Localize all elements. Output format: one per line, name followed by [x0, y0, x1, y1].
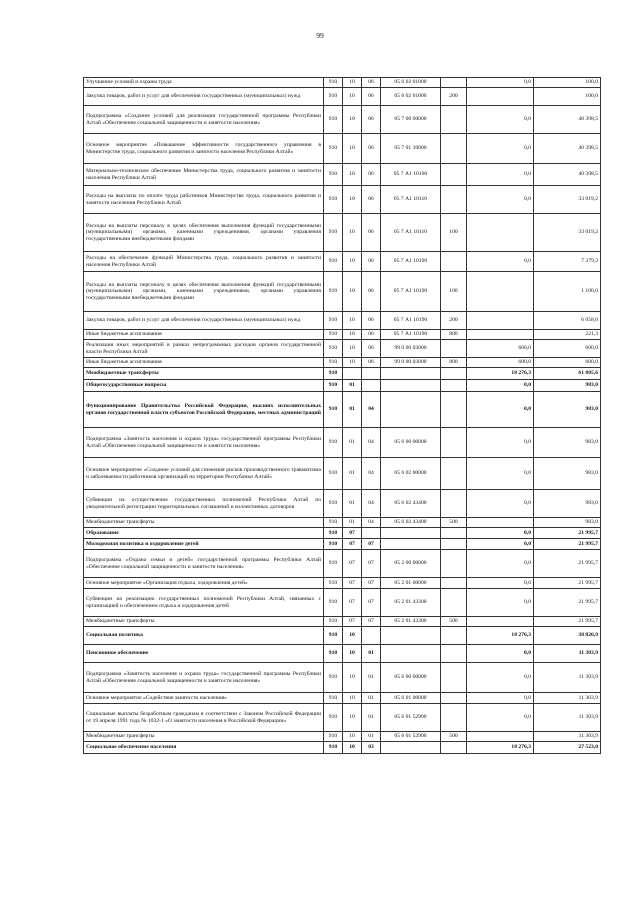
expense-type-code: 100: [441, 272, 467, 312]
amount-total: 600,0: [534, 358, 601, 368]
amount-change: 0,0: [467, 134, 534, 164]
amount-change: 0,0: [467, 589, 534, 617]
subsection-code: [362, 368, 381, 380]
ministry-code: 910: [324, 312, 343, 330]
section-code: 10: [343, 252, 362, 272]
amount-change: [467, 518, 534, 528]
amount-change: 0,0: [467, 392, 534, 428]
amount-change: 0,0: [467, 78, 534, 88]
section-code: 10: [343, 663, 362, 693]
section-code: 10: [343, 340, 362, 358]
amount-change: 0,0: [467, 693, 534, 704]
ministry-code: 910: [324, 627, 343, 645]
target-article-code: 05 6 01 52900: [381, 732, 441, 742]
amount-change: [467, 214, 534, 252]
section-code: [343, 368, 362, 380]
table-row: [84, 627, 601, 645]
subsection-code: 04: [362, 458, 381, 490]
subsection-code: [362, 528, 381, 539]
expense-type-code: [441, 78, 467, 88]
expense-type-code: [441, 704, 467, 732]
amount-change: 0,0: [467, 539, 534, 550]
section-code: 10: [343, 693, 362, 704]
amount-change: 0,0: [467, 704, 534, 732]
subsection-code: 01: [362, 693, 381, 704]
subsection-code: 07: [362, 539, 381, 550]
target-article-code: [381, 368, 441, 380]
section-code: 07: [343, 617, 362, 627]
target-article-code: 05 7 А1 10110: [381, 186, 441, 214]
row-name: Функционирование Правительства Российской Федерации, высших исполнительных органов государственной власти субъектов Российской Федерации, местных администраций: [84, 392, 324, 428]
target-article-code: 05 6 02 43400: [381, 518, 441, 528]
target-article-code: [381, 380, 441, 392]
ministry-code: 910: [324, 617, 343, 627]
subsection-code: 01: [362, 645, 381, 663]
target-article-code: 05 6 01 00000: [381, 693, 441, 704]
expense-type-code: 500: [441, 732, 467, 742]
amount-total: 11 303,9: [534, 663, 601, 693]
subsection-code: 06: [362, 252, 381, 272]
section-code: 10: [343, 330, 362, 340]
row-name: Расходы на выплаты персоналу в целях обеспечения выполнения функций государственными (муниципальными) органами, казенными учреждениями, органами управления государственными внебюджетными фондами: [84, 272, 324, 312]
ministry-code: 910: [324, 428, 343, 458]
subsection-code: 06: [362, 106, 381, 134]
table-row: [84, 578, 601, 589]
row-name: Подпрограмма «Занятость населения и охрана труда» государственной программы Республики Алтай «Обеспечение социальной защищенности и занятости населения»: [84, 663, 324, 693]
row-name: Молодежная политика и оздоровление детей: [84, 539, 324, 550]
expense-type-code: 100: [441, 214, 467, 252]
expense-type-code: 500: [441, 518, 467, 528]
subsection-code: [362, 627, 381, 645]
table-row: [84, 330, 601, 340]
subsection-code: 06: [362, 312, 381, 330]
amount-change: 0,0: [467, 164, 534, 186]
expense-type-code: [441, 428, 467, 458]
table-row: [84, 693, 601, 704]
table-row: [84, 617, 601, 627]
target-article-code: 05 7 А1 10190: [381, 252, 441, 272]
expense-type-code: [441, 458, 467, 490]
target-article-code: 05 6 02 01000: [381, 88, 441, 106]
section-code: 10: [343, 732, 362, 742]
amount-total: 11 303,9: [534, 704, 601, 732]
amount-total: 27 523,0: [534, 742, 601, 754]
expense-type-code: [441, 693, 467, 704]
row-name: Образование: [84, 528, 324, 539]
section-code: 10: [343, 88, 362, 106]
subsection-code: 06: [362, 330, 381, 340]
subsection-code: 03: [362, 742, 381, 754]
target-article-code: 05 7 А1 10190: [381, 330, 441, 340]
amount-change: [467, 330, 534, 340]
row-name: Субвенции на осуществление государственных полномочий Республики Алтай по уведомительной регистрации территориальных соглашений и коллективных договоров: [84, 490, 324, 518]
ministry-code: 910: [324, 380, 343, 392]
expense-type-code: [441, 186, 467, 214]
row-name: Закупка товаров, работ и услуг для обеспечения государственных (муниципальных) нужд: [84, 88, 324, 106]
target-article-code: 05 2 01 43300: [381, 617, 441, 627]
subsection-code: 07: [362, 578, 381, 589]
target-article-code: [381, 392, 441, 428]
expense-type-code: [441, 528, 467, 539]
expense-type-code: [441, 392, 467, 428]
expense-type-code: 200: [441, 312, 467, 330]
amount-total: 983,0: [534, 428, 601, 458]
target-article-code: [381, 742, 441, 754]
target-article-code: [381, 528, 441, 539]
row-name: Улучшение условий и охраны труда: [84, 78, 324, 88]
amount-total: 21 995,7: [534, 578, 601, 589]
amount-change: 18 276,3: [467, 368, 534, 380]
ministry-code: 910: [324, 392, 343, 428]
target-article-code: 05 2 00 00000: [381, 550, 441, 578]
section-code: 07: [343, 578, 362, 589]
table-row: [84, 490, 601, 518]
amount-change: 0,0: [467, 380, 534, 392]
section-code: 10: [343, 742, 362, 754]
table-row: [84, 645, 601, 663]
section-code: 10: [343, 164, 362, 186]
table-row: [84, 106, 601, 134]
row-name: Межбюджетные трансферты: [84, 617, 324, 627]
ministry-code: 910: [324, 693, 343, 704]
ministry-code: 910: [324, 578, 343, 589]
target-article-code: 05 6 02 00000: [381, 458, 441, 490]
amount-change: 0,0: [467, 550, 534, 578]
subsection-code: 06: [362, 164, 381, 186]
target-article-code: 05 6 02 43400: [381, 490, 441, 518]
amount-total: 33 019,2: [534, 186, 601, 214]
section-code: 10: [343, 214, 362, 252]
target-article-code: 99 0 00 03000: [381, 340, 441, 358]
amount-change: 600,0: [467, 340, 534, 358]
ministry-code: 910: [324, 645, 343, 663]
amount-change: [467, 272, 534, 312]
section-code: 10: [343, 186, 362, 214]
target-article-code: [381, 539, 441, 550]
table-row: [84, 368, 601, 380]
amount-change: 0,0: [467, 645, 534, 663]
amount-total: 33 019,2: [534, 214, 601, 252]
subsection-code: 01: [362, 663, 381, 693]
expense-type-code: [441, 663, 467, 693]
ministry-code: 910: [324, 134, 343, 164]
amount-total: 600,0: [534, 340, 601, 358]
section-code: 01: [343, 380, 362, 392]
table-row: [84, 186, 601, 214]
ministry-code: 910: [324, 528, 343, 539]
amount-change: 0,0: [467, 490, 534, 518]
row-name: Основное мероприятие «Организация отдыха, оздоровления детей»: [84, 578, 324, 589]
table-row: [84, 380, 601, 392]
expense-type-code: [441, 368, 467, 380]
ministry-code: 910: [324, 539, 343, 550]
target-article-code: 05 7 А1 10190: [381, 272, 441, 312]
subsection-code: 04: [362, 518, 381, 528]
row-name: Закупка товаров, работ и услуг для обеспечения государственных (муниципальных) нужд: [84, 312, 324, 330]
amount-total: 40 398,5: [534, 164, 601, 186]
ministry-code: 910: [324, 330, 343, 340]
ministry-code: 910: [324, 589, 343, 617]
amount-total: 38 826,9: [534, 627, 601, 645]
section-code: 10: [343, 78, 362, 88]
amount-total: 21 995,7: [534, 528, 601, 539]
amount-change: [467, 617, 534, 627]
table-row: [84, 732, 601, 742]
row-name: Основное мероприятие «Создание условий для снижения рисков производственного травматизма и заболеваемости работников организаций на территории Республики Алтай»: [84, 458, 324, 490]
subsection-code: 01: [362, 704, 381, 732]
section-code: 10: [343, 358, 362, 368]
target-article-code: 05 6 00 00000: [381, 663, 441, 693]
subsection-code: 06: [362, 358, 381, 368]
expense-type-code: [441, 340, 467, 358]
table-row: [84, 214, 601, 252]
target-article-code: 05 6 02 01000: [381, 78, 441, 88]
table-row: [84, 428, 601, 458]
amount-total: 983,0: [534, 518, 601, 528]
table-row: [84, 358, 601, 368]
target-article-code: 05 7 А1 10110: [381, 214, 441, 252]
section-code: 10: [343, 645, 362, 663]
expense-type-code: [441, 490, 467, 518]
subsection-code: 06: [362, 186, 381, 214]
row-name: Подпрограмма «Занятость населения и охрана труда» государственной программы Республики Алтай «Обеспечение социальной защищенности и занятости населения»: [84, 428, 324, 458]
section-code: 01: [343, 428, 362, 458]
subsection-code: 07: [362, 589, 381, 617]
row-name: Социальное обеспечение населения: [84, 742, 324, 754]
expense-type-code: 800: [441, 330, 467, 340]
subsection-code: 01: [362, 732, 381, 742]
row-name: Расходы на обеспечение функций Министерства труда, социального развития и занятости населения Республики Алтай: [84, 252, 324, 272]
amount-change: 0,0: [467, 528, 534, 539]
amount-change: 18 276,3: [467, 742, 534, 754]
expense-type-code: [441, 645, 467, 663]
amount-total: 40 398,5: [534, 106, 601, 134]
amount-change: 0,0: [467, 428, 534, 458]
table-row: [84, 742, 601, 754]
subsection-code: 06: [362, 340, 381, 358]
ministry-code: 910: [324, 368, 343, 380]
amount-total: 983,0: [534, 380, 601, 392]
amount-total: 11 303,9: [534, 645, 601, 663]
expense-type-code: [441, 578, 467, 589]
table-row: [84, 528, 601, 539]
target-article-code: 99 0 00 03000: [381, 358, 441, 368]
table-row: [84, 78, 601, 88]
ministry-code: 910: [324, 704, 343, 732]
table-row: [84, 88, 601, 106]
expense-type-code: [441, 134, 467, 164]
target-article-code: 05 6 01 52900: [381, 704, 441, 732]
subsection-code: 06: [362, 272, 381, 312]
table-row: [84, 134, 601, 164]
section-code: 10: [343, 272, 362, 312]
ministry-code: 910: [324, 732, 343, 742]
amount-total: 6 058,0: [534, 312, 601, 330]
ministry-code: 910: [324, 550, 343, 578]
amount-change: [467, 732, 534, 742]
amount-total: 983,0: [534, 392, 601, 428]
ministry-code: 910: [324, 490, 343, 518]
row-name: Социальные выплаты безработным гражданам в соответствии с Законом Российской Федерации от 19 апреля 1991 года № 1032-1 «О занятости населения в Российской Федерации»: [84, 704, 324, 732]
subsection-code: 04: [362, 428, 381, 458]
ministry-code: 910: [324, 164, 343, 186]
amount-change: 18 276,3: [467, 627, 534, 645]
subsection-code: [362, 380, 381, 392]
amount-change: 600,0: [467, 358, 534, 368]
section-code: 01: [343, 518, 362, 528]
target-article-code: 05 6 00 00000: [381, 428, 441, 458]
ministry-code: 910: [324, 518, 343, 528]
ministry-code: 910: [324, 252, 343, 272]
target-article-code: 05 2 01 43300: [381, 589, 441, 617]
table-row: [84, 518, 601, 528]
section-code: 10: [343, 134, 362, 164]
table-row: [84, 392, 601, 428]
ministry-code: 910: [324, 458, 343, 490]
subsection-code: 06: [362, 78, 381, 88]
amount-total: 1 100,0: [534, 272, 601, 312]
section-code: 01: [343, 490, 362, 518]
amount-total: 7 379,3: [534, 252, 601, 272]
budget-table: [83, 77, 601, 754]
ministry-code: 910: [324, 742, 343, 754]
amount-change: [467, 312, 534, 330]
ministry-code: 910: [324, 106, 343, 134]
expense-type-code: [441, 627, 467, 645]
subsection-code: 06: [362, 134, 381, 164]
table-row: [84, 539, 601, 550]
section-code: 10: [343, 627, 362, 645]
subsection-code: 06: [362, 214, 381, 252]
ministry-code: 910: [324, 78, 343, 88]
amount-change: [467, 88, 534, 106]
subsection-code: 07: [362, 617, 381, 627]
expense-type-code: 800: [441, 358, 467, 368]
ministry-code: 910: [324, 358, 343, 368]
amount-total: 21 995,7: [534, 589, 601, 617]
section-code: 07: [343, 528, 362, 539]
amount-change: 0,0: [467, 252, 534, 272]
ministry-code: 910: [324, 88, 343, 106]
section-code: 01: [343, 392, 362, 428]
row-name: Основное мероприятие «Содействие занятости населения»: [84, 693, 324, 704]
expense-type-code: 500: [441, 617, 467, 627]
amount-total: 21 995,7: [534, 539, 601, 550]
expense-type-code: [441, 539, 467, 550]
table-row: [84, 589, 601, 617]
section-code: 10: [343, 106, 362, 134]
amount-total: 61 805,6: [534, 368, 601, 380]
amount-total: 11 303,9: [534, 693, 601, 704]
expense-type-code: [441, 106, 467, 134]
row-name: Иные бюджетные ассигнования: [84, 358, 324, 368]
row-name: Межбюджетные трансферты: [84, 368, 324, 380]
page-number: 99: [316, 31, 324, 40]
row-name: Подпрограмма «Охрана семьи и детей» государственной программы Республики Алтай «Обеспечение социальной защищенности и занятости населения»: [84, 550, 324, 578]
amount-total: 21 995,7: [534, 550, 601, 578]
section-code: 07: [343, 539, 362, 550]
subsection-code: 06: [362, 88, 381, 106]
ministry-code: 910: [324, 663, 343, 693]
table-row: [84, 550, 601, 578]
section-code: 10: [343, 312, 362, 330]
expense-type-code: [441, 589, 467, 617]
expense-type-code: 200: [441, 88, 467, 106]
amount-total: 983,0: [534, 490, 601, 518]
table-row: [84, 340, 601, 358]
row-name: Межбюджетные трансферты: [84, 518, 324, 528]
table-row: [84, 164, 601, 186]
amount-change: 0,0: [467, 458, 534, 490]
section-code: 07: [343, 550, 362, 578]
section-code: 01: [343, 458, 362, 490]
expense-type-code: [441, 164, 467, 186]
row-name: Субвенции на реализацию государственных полномочий Республики Алтай, связанных с организацией и обеспечением отдыха и оздоровления детей: [84, 589, 324, 617]
ministry-code: 910: [324, 214, 343, 252]
row-name: Расходы на выплаты по оплате труда работников Министерства труда, социального развития и занятости населения Республики Алтай: [84, 186, 324, 214]
row-name: Расходы на выплаты персоналу в целях обеспечения выполнения функций государственными (муниципальными) органами, казенными учреждениями, органами управления государственными внебюджетными фондами: [84, 214, 324, 252]
ministry-code: 910: [324, 340, 343, 358]
table-row: [84, 458, 601, 490]
expense-type-code: [441, 550, 467, 578]
target-article-code: [381, 627, 441, 645]
target-article-code: 05 7 00 00000: [381, 106, 441, 134]
amount-total: 983,0: [534, 458, 601, 490]
target-article-code: 05 2 01 00000: [381, 578, 441, 589]
section-code: 10: [343, 704, 362, 732]
table-row: [84, 704, 601, 732]
subsection-code: 07: [362, 550, 381, 578]
expense-type-code: [441, 380, 467, 392]
target-article-code: 05 7 01 10000: [381, 134, 441, 164]
subsection-code: 04: [362, 490, 381, 518]
amount-total: 11 303,9: [534, 732, 601, 742]
row-name: Материально-техническое обеспечение Министерства труда, социального развития и занятости населения Республики Алтай: [84, 164, 324, 186]
row-name: Реализация иных мероприятий в рамках непрограммных расходов органов государственной власти Республики Алтай: [84, 340, 324, 358]
ministry-code: 910: [324, 186, 343, 214]
target-article-code: 05 7 А1 10190: [381, 312, 441, 330]
target-article-code: [381, 645, 441, 663]
amount-total: 100,0: [534, 88, 601, 106]
amount-change: 0,0: [467, 663, 534, 693]
row-name: Социальная политика: [84, 627, 324, 645]
expense-type-code: [441, 252, 467, 272]
target-article-code: 05 7 А1 10100: [381, 164, 441, 186]
amount-change: 0,0: [467, 186, 534, 214]
amount-total: 40 398,5: [534, 134, 601, 164]
table-row: [84, 252, 601, 272]
row-name: Пенсионное обеспечение: [84, 645, 324, 663]
row-name: Общегосударственные вопросы: [84, 380, 324, 392]
row-name: Подпрограмма «Создание условий для реализации государственной программы Республики Алтай «Обеспечение социальной защищенности и занятости населения»: [84, 106, 324, 134]
row-name: Основное мероприятие «Повышение эффективности государственного управления в Министерстве труда, социального развития и занятости населения Республики Алтай»: [84, 134, 324, 164]
row-name: Иные бюджетные ассигнования: [84, 330, 324, 340]
subsection-code: 04: [362, 392, 381, 428]
row-name: Межбюджетные трансферты: [84, 732, 324, 742]
section-code: 07: [343, 589, 362, 617]
table-row: [84, 272, 601, 312]
amount-total: 221,3: [534, 330, 601, 340]
expense-type-code: [441, 742, 467, 754]
amount-total: 21 995,7: [534, 617, 601, 627]
amount-total: 100,0: [534, 78, 601, 88]
amount-change: 0,0: [467, 106, 534, 134]
ministry-code: 910: [324, 272, 343, 312]
amount-change: 0,0: [467, 578, 534, 589]
table-row: [84, 663, 601, 693]
table-row: [84, 312, 601, 330]
